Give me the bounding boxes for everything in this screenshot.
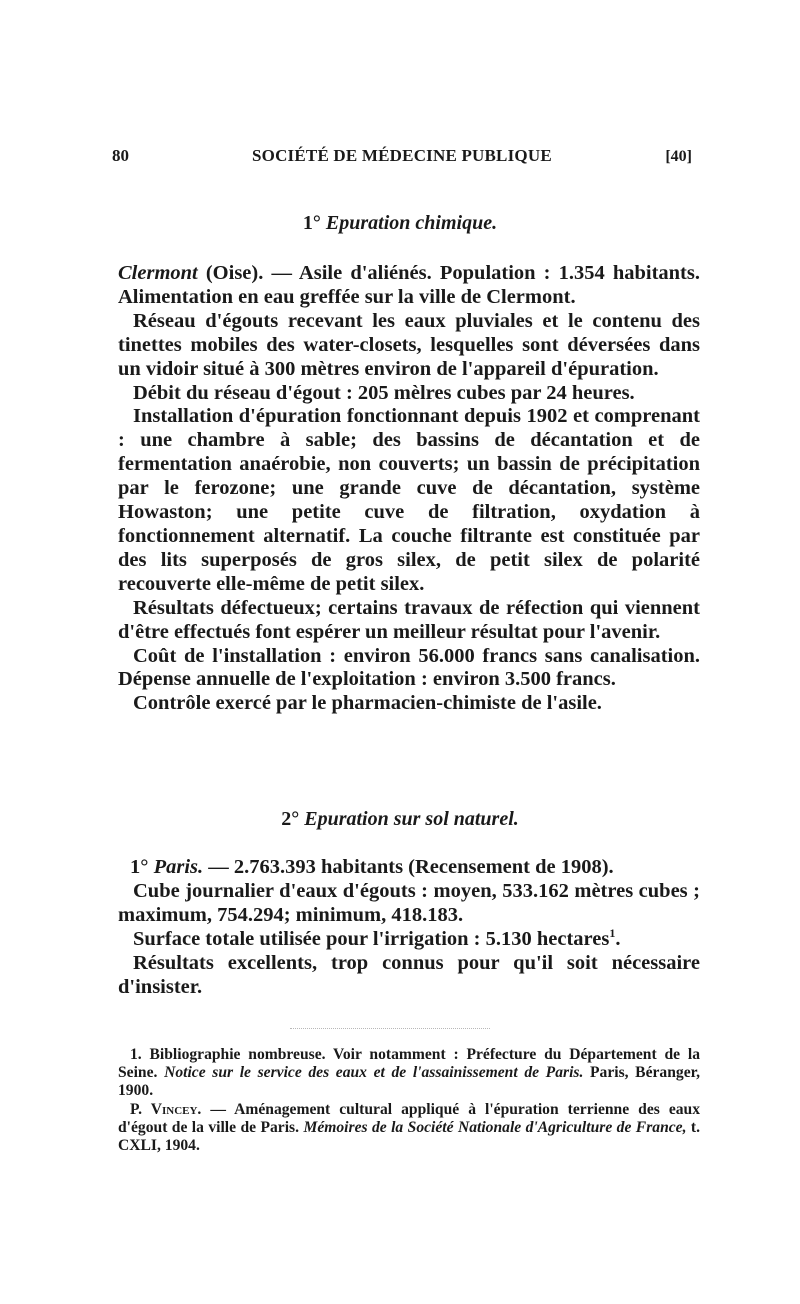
footnotes: [118, 1046, 700, 1155]
paragraph: Résultats excellents, trop connus pour qu'il soit nécessaire d'insister.: [118, 951, 700, 998]
section-title: Epuration sur sol naturel.: [304, 808, 519, 830]
running-title: SOCIÉTÉ DE MÉDECINE PUBLIQUE: [252, 146, 552, 165]
paragraph: Clermont (Oise). — Asile d'aliénés. Population : 1.354 habitants. Alimentation en eau greffée sur la ville de Clermont.: [118, 262, 700, 308]
paragraph: 1° Paris. — 2.763.393 habitants (Recensement de 1908).: [130, 856, 614, 878]
section-title: Epuration chimique.: [325, 212, 498, 234]
section-heading-natural-soil: [0, 808, 800, 831]
paragraph: Installation d'épuration fonctionnant depuis 1902 et comprenant : une chambre à sable; des bassins de décantation et de fermentation anaérobie, non couverts; un bassin de précipitation par le ferozone; une grande cuve de décantation, système Howaston; une petite cuve de filtration, oxydation à fonctionnement alternatif. La couche filtrante est constituée par des lits superposés de gros silex, de petit silex de polarité recouverte elle-même de petit silex.: [118, 405, 700, 595]
paris-section: [118, 856, 700, 999]
section-number: 1°: [302, 212, 321, 234]
reference-number: [40]: [665, 148, 692, 165]
page-number: 80: [112, 146, 129, 165]
footnote-divider: [290, 1028, 490, 1029]
paragraph: Débit du réseau d'égout : 205 mèlres cubes par 24 heures.: [133, 381, 635, 404]
footnote-2: P. Vincey. — Aménagement cultural appliqué à l'épuration terrienne des eaux d'égout de la ville de Paris. Mémoires de la Société Nationale d'Agriculture de France, t. CXLI, 1904.: [118, 1100, 701, 1155]
footnote-marker: 1: [609, 925, 616, 940]
footnote-1: 1. Bibliographie nombreuse. Voir notamment : Préfecture du Département de la Seine. Notice sur le service des eaux et de l'assainissement de Paris. Paris, Béranger, 1900.: [118, 1046, 700, 1100]
place-name: Clermont: [118, 262, 198, 284]
paragraph: Réseau d'égouts recevant les eaux pluviales et le contenu des tinettes mobiles des water-closets, lesquelles sont déversées dans un vidoir situé à 300 mètres environ de l'appareil d'épuration.: [118, 309, 700, 380]
place-name: Paris.: [153, 856, 204, 878]
paragraph: Coût de l'installation : environ 56.000 francs sans canalisation. Dépense annuelle de l'exploitation : environ 3.500 francs.: [118, 644, 700, 691]
clermont-section: [118, 262, 700, 716]
paragraph: Résultats défectueux; certains travaux de réfection qui viennent d'être effectués font espérer un meilleur résultat pour l'avenir.: [118, 596, 700, 643]
running-header: [112, 146, 692, 170]
paragraph: Surface totale utilisée pour l'irrigation : 5.130 hectares$^1$.: [133, 925, 621, 950]
paragraph: Cube journalier d'eaux d'égouts : moyen, 533.162 mètres cubes ; maximum, 754.294; minimum, 418.183.: [118, 879, 700, 926]
section-number: 2°: [281, 808, 300, 830]
author-name: P. Vincey.: [130, 1100, 202, 1118]
section-heading-chemical: [0, 212, 800, 235]
paragraph: Contrôle exercé par le pharmacien-chimiste de l'asile.: [133, 692, 602, 715]
